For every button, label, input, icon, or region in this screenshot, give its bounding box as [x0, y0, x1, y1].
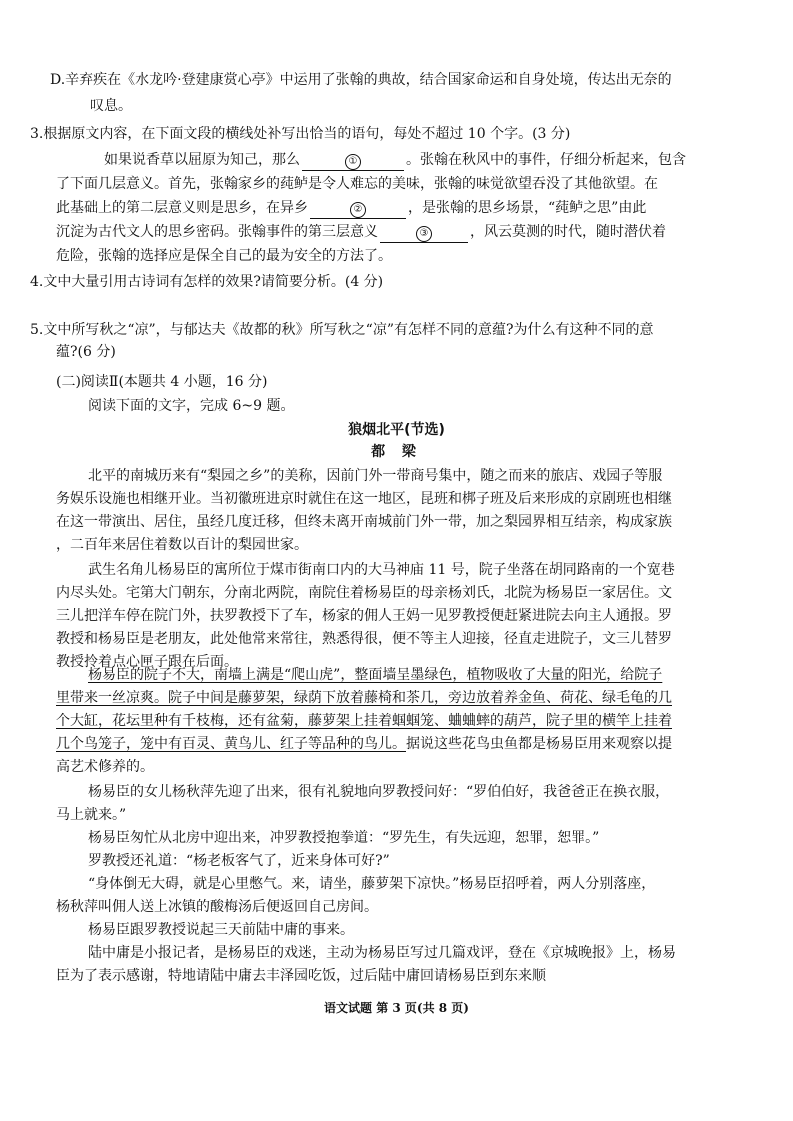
answer-blank-2[interactable]: [310, 200, 406, 219]
q3-text-line5: 危险，张翰的选择应是保全自己的最为安全的方法了。: [56, 248, 392, 264]
article-line: 在这一带演出、居住，虽经几度迁移，但终未离开南城前门外一带，加之梨园界相互结亲，构成家族: [56, 514, 672, 530]
article-line: 内尽头处。宅第大门朝东，分南北两院，南院住着杨易臣的母亲杨刘氏，北院为杨易臣一家居住。文: [56, 585, 672, 601]
q3-text: ，是张翰的思乡场景，“莼鲈之思”由此: [408, 200, 647, 216]
underlined-line: 里带来一丝凉爽。院子中间是藤萝架，绿荫下放着藤椅和茶几，旁边放着养金鱼、荷花、绿毛龟的几: [56, 690, 672, 706]
answer-blank-3[interactable]: [380, 224, 468, 243]
article-line: 罗教授还礼道：“杨老板客气了，近来身体可好?”: [88, 853, 390, 869]
article-line: “身体倒无大碍，就是心里憋气。来，请坐，藤萝架下凉快。”杨易臣招呼着，两人分别落座，: [88, 876, 656, 892]
article-line: 北平的南城历来有“梨园之乡”的美称，因前门外一带商号集中，随之而来的旅店、戏园子等服: [88, 468, 663, 484]
article-line: 杨易臣的女儿杨秋萍先迎了出来，很有礼貌地向罗教授问好：“罗伯伯好，我爸爸正在换衣服，: [88, 784, 670, 800]
answer-blank-1[interactable]: [302, 152, 404, 171]
blank-number: ①: [345, 154, 361, 170]
q3-stem: 3.根据原文内容，在下面文段的横线处补写出恰当的语句，每处不超过 10 个字。(3 分): [30, 126, 571, 142]
article-line: 杨易臣跟罗教授说起三天前陆中庸的事来。: [88, 922, 354, 938]
q3-text: 此基础上的第二层意义则是思乡，在异乡: [56, 200, 308, 216]
article-line: 马上就来。”: [56, 807, 127, 823]
underlined-line: 杨易臣的院子不大，南墙上满是“爬山虎”，整面墙呈墨绿色，植物吸收了大量的阳光，给院子: [88, 667, 663, 683]
q2-option-d-line2: 叹息。: [90, 98, 132, 114]
q2-option-d-line1: D.辛弃疾在《水龙吟·登建康赏心亭》中运用了张翰的典故，结合国家命运和自身处境，传达出无奈的: [50, 72, 672, 88]
q3-text-line3: [56, 198, 646, 219]
q3-text: 。张翰在秋风中的事件，仔细分析起来，包含: [406, 152, 686, 168]
q3-text-line1: [104, 150, 686, 171]
article-line: 务娱乐设施也相继开业。当初徽班进京时就住在这一地区，昆班和梆子班及后来形成的京剧班也相继: [56, 491, 672, 507]
section-instruction: 阅读下面的文字，完成 6~9 题。: [88, 398, 295, 414]
q3-text: 如果说香草以屈原为知己，那么: [104, 152, 300, 168]
article-line: ，二百年来居住着数以百计的梨园世家。: [56, 537, 308, 553]
q3-text: 沉淀为古代文人的思乡密码。张翰事件的第三层意义: [56, 224, 378, 240]
q3-text: ，风云莫测的时代，随时潜伏着: [470, 224, 666, 240]
section-heading: (二)阅读Ⅱ(本题共 4 小题，16 分): [56, 374, 268, 390]
article-line: 高艺术修养的。: [56, 759, 154, 775]
q5-stem-line1: 5.文中所写秋之“凉”，与郁达夫《故都的秋》所写秋之“凉”有怎样不同的意蕴?为什么有这种不同的意: [30, 322, 654, 338]
article-author: 都 梁: [371, 444, 422, 460]
article-text: 据说这些花鸟虫鱼都是杨易臣用来观察以提: [406, 736, 672, 752]
blank-number: ②: [350, 202, 366, 218]
article-line: 杨易臣匆忙从北房中迎出来，冲罗教授抱拳道：“罗先生，有失远迎，恕罪，恕罪。”: [88, 830, 600, 846]
underlined-text: 几个鸟笼子，笼中有百灵、黄鸟儿、红子等品种的鸟儿。: [56, 736, 406, 752]
article-line: 陆中庸是小报记者，是杨易臣的戏迷，主动为杨易臣写过几篇戏评，登在《京城晚报》上，杨易: [88, 945, 676, 961]
article-line-mixed: [56, 734, 672, 754]
blank-number: ③: [416, 226, 432, 242]
article-line: 教授和杨易臣是老朋友，此处他常来常往，熟悉得很，便不等主人迎接，径直走进院子，文三儿替罗: [56, 631, 672, 647]
article-line: 杨秋萍叫佣人送上冰镇的酸梅汤后便返回自己房间。: [56, 899, 378, 915]
article-line: 臣为了表示感谢，特地请陆中庸去丰泽园吃饭，过后陆中庸回请杨易臣到东来顺: [56, 968, 546, 984]
article-line: 武生名角儿杨易臣的寓所位于煤市街南口内的大马神庙 11 号，院子坐落在胡同路南的一个宽巷: [88, 562, 675, 578]
article-line: 三儿把洋车停在院门外，扶罗教授下了车，杨家的佣人王妈一见罗教授便赶紧进院去向主人通报。罗: [56, 608, 672, 624]
underlined-line: 个大缸，花坛里种有千枝梅，还有盆菊，藤萝架上挂着蝈蝈笼、蛐蛐蟀的葫芦，院子里的横竿上挂着: [56, 713, 672, 729]
q5-stem-line2: 蕴?(6 分): [56, 344, 116, 360]
article-line: 教授拎着点心匣子跟在后面。: [56, 654, 238, 670]
page-footer: 语文试题 第 3 页(共 8 页): [324, 1001, 469, 1015]
q4-stem: 4.文中大量引用古诗词有怎样的效果?请简要分析。(4 分): [30, 274, 384, 290]
q3-text-line2: 了下面几层意义。首先，张翰家乡的莼鲈是令人难忘的美味，张翰的味觉欲望吞没了其他欲望。在: [56, 176, 658, 192]
article-title: 狼烟北平(节选): [348, 422, 445, 438]
q3-text-line4: [56, 222, 666, 243]
